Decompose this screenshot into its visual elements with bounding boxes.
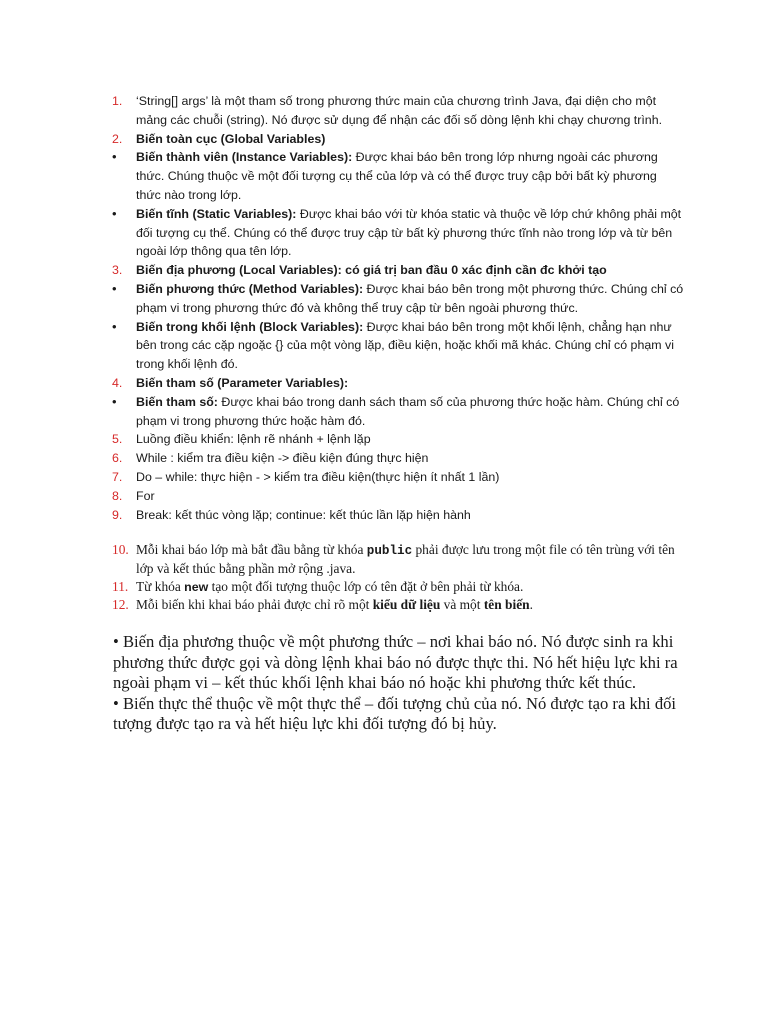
list-marker: 11. (112, 579, 129, 594)
list-item (0, 148, 768, 204)
item-text: For (136, 488, 155, 503)
list-marker: 9. (112, 507, 123, 522)
list-marker: 8. (112, 488, 123, 503)
item-text: Được khai báo bên trong một phương thức. Chúng chỉ có phạm vi trong phương thức đó và không thể truy cập từ bên ngoài phương thức. (136, 281, 684, 315)
list-item (0, 92, 768, 130)
list-item (0, 393, 768, 431)
list-marker: 1. (112, 94, 123, 108)
item-text: Được khai báo với từ khóa static và thuộc về lớp chứ không phải một đối tượng cụ thể. Chúng có thể được truy cập từ bất kỳ phương thức tĩnh nào trong lớp và từ bên ngoài lớp thông qua tên lớp. (136, 206, 682, 259)
item-bold-text: Biến địa phương (Local Variables): có giá trị ban đầu 0 xác định cần đc khởi tạo (136, 263, 607, 278)
item-bold-text: Biến toàn cục (Global Variables) (136, 131, 326, 146)
list-item (0, 280, 768, 318)
list-item (0, 205, 768, 261)
list-item (0, 261, 768, 280)
list-item-12 (0, 596, 768, 614)
item-text: Được khai báo trong danh sách tham số của phương thức hoặc hàm. Chúng chỉ có phạm vi trong phương thức hoặc hàm đó. (136, 394, 680, 428)
item-text: Do – while: thực hiện - > kiểm tra điều kiện(thực hiện ít nhất 1 lần) (136, 469, 500, 484)
list-marker: 2. (112, 131, 123, 146)
list-marker: 10. (112, 542, 129, 557)
paragraph-local-variable: • Biến địa phương thuộc về một phương thức – nơi khai báo nó. Nó được sinh ra khi phương thức được gọi và dòng lệnh khai báo nó được thực thi. Nó hết hiệu lực khi ra ngoài phạm vi – kết thúc khối lệnh khai báo nó hoặc khi phương thức kết thúc. (113, 632, 678, 693)
list-marker: 6. (112, 451, 123, 466)
item-text: Break: kết thúc vòng lặp; continue: kết thúc lần lặp hiện hành (136, 507, 471, 522)
list-item (0, 506, 768, 525)
list-marker: • (112, 280, 117, 296)
item-text: Được khai báo bên trong lớp nhưng ngoài các phương thức. Chúng thuộc về một đối tượng cụ thể của lớp và có thể được truy cập bởi bất kỳ phương thức nào trong lớp. (136, 150, 658, 202)
code-keyword-public: public (366, 544, 413, 558)
item-text: Từ khóa (136, 579, 185, 594)
item-text: Mỗi biến khi khai báo phải được chỉ rõ một (136, 597, 373, 612)
item-bold-text: Biến tham số: (136, 394, 218, 409)
list-item (0, 430, 768, 449)
list-item (0, 449, 768, 468)
numbered-list-java-rules (0, 541, 768, 614)
list-item-10 (0, 541, 768, 578)
list-marker: 12. (112, 597, 129, 612)
list-marker: • (112, 205, 117, 221)
item-text: Mỗi khai báo lớp mà bắt đầu bằng từ khóa (136, 542, 367, 557)
item-text: Luồng điều khiển: lệnh rẽ nhánh + lệnh lặp (136, 432, 371, 447)
item-text: tạo một đối tượng thuộc lớp có tên đặt ở bên phải từ khóa. (208, 579, 524, 594)
bold-term-variable-name: tên biến (483, 597, 530, 612)
numbered-list-variables (0, 92, 768, 524)
list-item (0, 374, 768, 393)
item-text: . (529, 597, 533, 612)
list-item (0, 318, 768, 374)
paragraph-instance-variable: • Biến thực thể thuộc về một thực thể – đối tượng chủ của nó. Nó được tạo ra khi đối tượng được tạo ra và hết hiệu lực khi đối tượng đó bị hủy. (113, 693, 677, 734)
item-bold-text: Biến phương thức (Method Variables): (136, 281, 364, 296)
item-text: và một (440, 597, 484, 612)
list-marker: • (112, 318, 117, 334)
code-keyword-new: new (184, 580, 209, 594)
bold-term-data-type: kiểu dữ liệu (372, 597, 441, 612)
explanation-paragraphs (113, 632, 693, 735)
list-marker: • (112, 149, 117, 165)
list-item (0, 487, 768, 506)
item-bold-text: Biến tĩnh (Static Variables): (136, 206, 297, 221)
list-marker: 4. (112, 375, 123, 390)
item-text: Được khai báo bên trong một khối lệnh, chẳng hạn như bên trong các cặp ngoặc {} của một vòng lặp, điều kiện, hoặc khối mã khác. Chúng chỉ có phạm vi trong khối lệnh đó. (136, 319, 674, 372)
list-item (0, 468, 768, 487)
item-bold-text: Biến trong khối lệnh (Block Variables): (136, 319, 364, 334)
list-item-11 (0, 578, 768, 596)
item-text: While : kiểm tra điều kiện -> điều kiện đúng thực hiện (136, 451, 429, 466)
list-item (0, 130, 768, 149)
list-marker: • (112, 393, 117, 409)
list-marker: 5. (112, 432, 123, 447)
list-marker: 3. (112, 263, 123, 278)
item-text: ‘String[] args’ là một tham số trong phương thức main của chương trình Java, đại diện cho một mảng các chuỗi (string). Nó được sử dụng để nhận các đối số dòng lệnh khi chạy chương trình. (136, 94, 663, 127)
item-bold-text: Biến tham số (Parameter Variables): (136, 375, 349, 390)
item-bold-text: Biến thành viên (Instance Variables): (136, 150, 353, 165)
list-marker: 7. (112, 469, 123, 484)
item-text: phải được lưu trong một file có tên trùng với tên lớp và kết thúc bằng phần mở rộng .java. (136, 542, 675, 576)
